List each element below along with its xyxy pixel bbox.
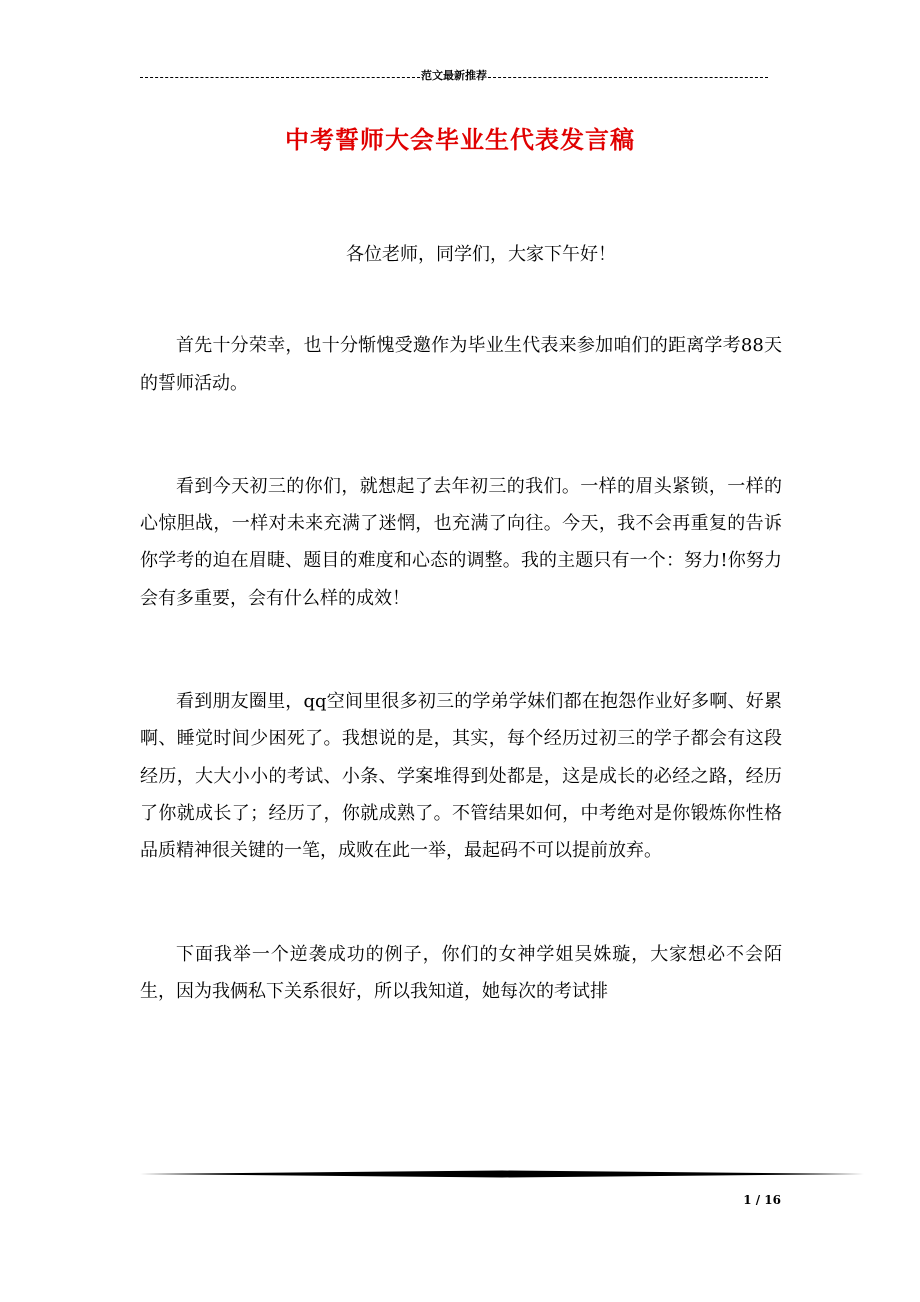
header-dashes-right	[488, 77, 768, 78]
paragraph: 看到朋友圈里，qq空间里很多初三的学弟学妹们都在抱怨作业好多啊、好累啊、睡觉时间少困死了。我想说的是，其实，每个经历过初三的学子都会有这段经历，大大小小的考试、小条、学案堆得到处都是，这是成长的必经之路，经历了你就成长了；经历了，你就成熟了。不管结果如何，中考绝对是你锻炼你性格品质精神很关键的一笔，成败在此一举，最起码不可以提前放弃。	[140, 691, 782, 862]
header-label: 范文最新推荐	[421, 69, 487, 82]
document-title: 中考誓师大会毕业生代表发言稿	[285, 126, 635, 154]
page-number: 1 / 16	[743, 1193, 781, 1207]
paragraph-spacer	[140, 870, 782, 936]
header-dashes-left	[140, 77, 420, 78]
greeting: 各位老师，同学们，大家下午好！	[346, 244, 616, 265]
paragraph: 下面我举一个逆袭成功的例子，你们的女神学姐吴姝璇，大家想必不会陌生，因为我俩私下关系很好，所以我知道，她每次的考试排	[140, 943, 782, 1002]
paragraph: 首先十分荣幸，也十分惭愧受邀作为毕业生代表来参加咱们的距离学考88天的誓师活动。	[140, 335, 782, 394]
paragraph-spacer	[140, 273, 782, 327]
footer-divider	[140, 1170, 864, 1178]
paragraph-spacer	[140, 617, 782, 683]
paragraph: 看到今天初三的你们，就想起了去年初三的我们。一样的眉头紧锁，一样的心惊胆战，一样对未来充满了迷惘，也充满了向往。今天，我不会再重复的告诉你学考的迫在眉睫、题目的难度和心态的调整。我的主题只有一个：努力!你努力会有多重要，会有什么样的成效！	[140, 475, 782, 609]
page-header	[140, 68, 768, 84]
paragraph-spacer	[140, 402, 782, 468]
document-body	[140, 236, 782, 1010]
